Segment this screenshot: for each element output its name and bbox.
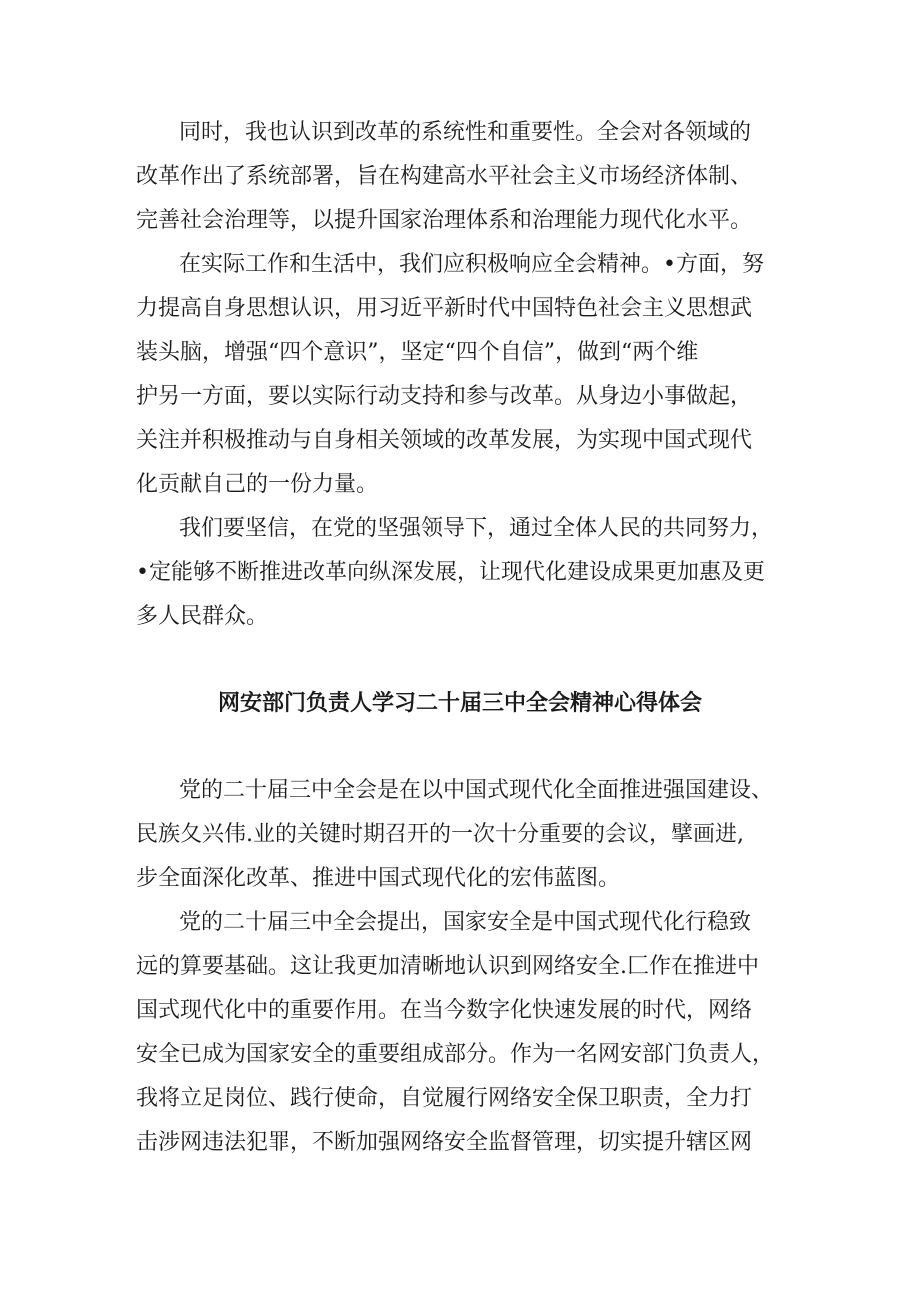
paragraph-line: 我将立足岗位、践行使命，自觉履行网络安全保卫职责，全力打 <box>136 1086 753 1111</box>
paragraph-line: 化贡献自己的一份力量。 <box>136 472 379 497</box>
paragraph-line: 装头脑，增强“四个意识”，坚定“四个自信”，做到“两个维 <box>136 340 699 365</box>
paragraph-line: 党的二十届三中全会提出，国家安全是中国式现代化行稳致 <box>179 910 752 935</box>
paragraph-line: 多人民群众。 <box>136 604 269 629</box>
paragraph-line: 我们要坚信，在党的坚强领导下，通过全体人民的共同努力， <box>179 516 774 541</box>
paragraph-line: 远的算要基础。这让我更加清晰地认识到网络安全.匚作在推进中 <box>136 954 759 979</box>
paragraph-line: 改革作出了系统部署，旨在构建高水平社会主义市场经济体制、 <box>136 164 753 189</box>
paragraph-line: 民族夂兴伟.业的关键时期召开的一次十分重要的会议，擘画进, <box>136 822 744 847</box>
paragraph-line: 在实际工作和生活中，我们应积极响应全会精神。•方面，努 <box>179 252 764 277</box>
paragraph-line: 同时，我也认识到改革的系统性和重要性。全会对各领域的 <box>179 120 752 145</box>
paragraph-line: 安全已成为国家安全的重要组成部分。作为一名网安部门负责人， <box>136 1042 775 1067</box>
paragraph-line: 击涉网违法犯罪，不断加强网络安全监督管理，切实提升辖区网 <box>136 1130 753 1155</box>
article-title: 网安部门负责人学习二十届三中全会精神心得体会 <box>217 690 702 716</box>
paragraph-line: 完善社会治理等，以提升国家治理体系和治理能力现代化水平。 <box>136 208 753 233</box>
paragraph-line: 步全面深化改革、推进中国式现代化的宏伟蓝图。 <box>136 866 621 891</box>
paragraph-line: 国式现代化中的重要作用。在当今数字化快速发展的时代，网络 <box>136 998 753 1023</box>
paragraph-line: 护另一方面，要以实际行动支持和参与改革。从身边小事做起， <box>136 384 753 409</box>
paragraph-line: 力提高自身思想认识，用习近平新时代中国特色社会主义思想武 <box>136 296 753 321</box>
paragraph-line: 关注并积极推动与自身相关领域的改革发展，为实现中国式现代 <box>136 428 753 453</box>
paragraph-line: 党的二十届三中全会是在以中国式现代化全面推进强国建设、 <box>179 778 774 803</box>
paragraph-line: •定能够不断推进改革向纵深发展，让现代化建设成果更加惠及更 <box>136 560 765 585</box>
